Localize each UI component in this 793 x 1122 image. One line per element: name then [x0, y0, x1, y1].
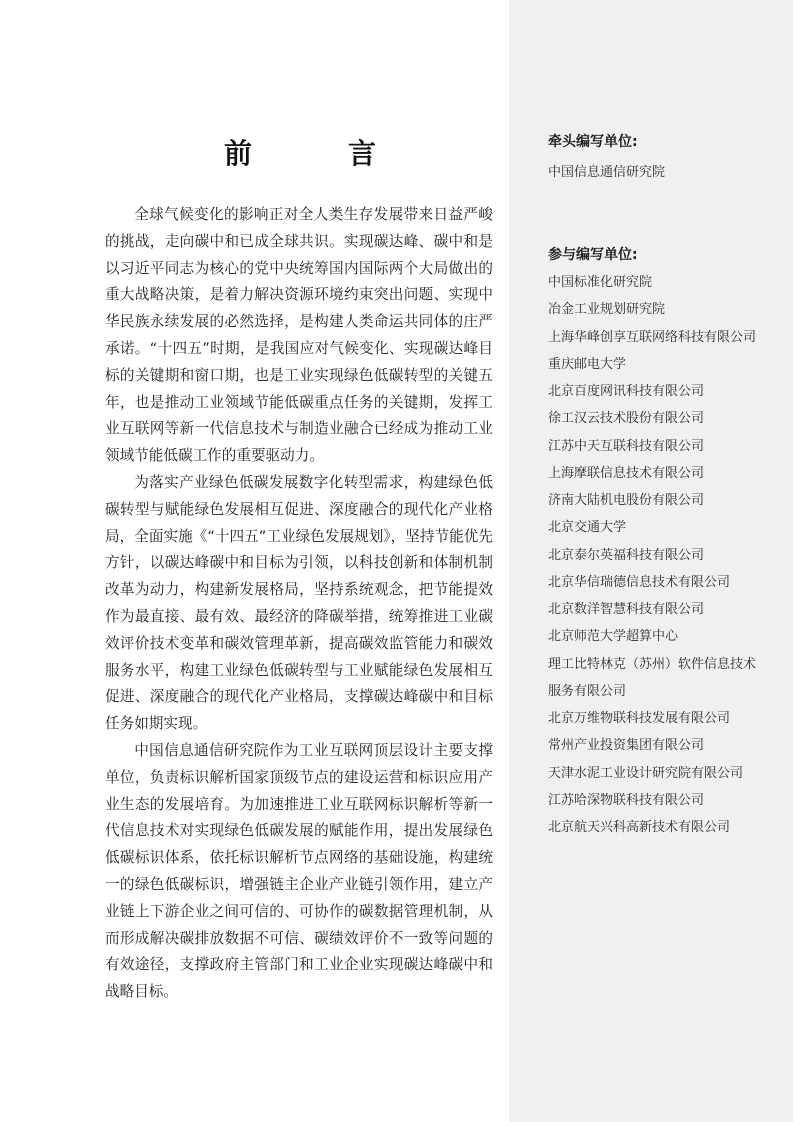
participant-unit-item: 冶金工业规划研究院 [548, 302, 666, 318]
participant-unit-item: 服务有限公司 [548, 683, 627, 699]
participant-unit-item: 北京百度网讯科技有限公司 [548, 384, 705, 399]
preface-paragraph-2: 为落实产业绿色低碳发展数字化转型需求，构建绿色低碳转型与赋能绿色发展相互促进、深度融合的现代化产业格局，全面实施《“十四五”工业绿色发展规划》，坚持节能优先方针，以碳达峰碳中和目标为引领，以科技创新和体制机制改革为动力，构建新发展格局，坚持系统观念，把节能提效作为最直接、最有效、最经济的降碳举措，统筹推进工业碳效评价技术变革和碳效管理革新，提高碳效监管能力和碳效服务水平，构建工业绿色低碳转型与工业赋能绿色发展相互促进、深度融合的现代化产业格局，支撑碳达峰碳中和目标任务如期实现。 [105, 473, 493, 733]
lead-unit-name: 中国信息通信研究院 [548, 165, 666, 180]
participant-unit-item: 理工比特林克（苏州）软件信息技术 [548, 656, 757, 672]
participant-unit-item: 天津水泥工业设计研究院有限公司 [548, 765, 744, 781]
participant-unit-item: 北京师范大学超算中心 [548, 629, 679, 645]
page-title: 前 言 [224, 137, 411, 170]
participant-unit-item: 上海摩联信息技术有限公司 [548, 465, 705, 481]
participant-unit-item: 上海华峰创享互联网络科技有限公司 [548, 329, 757, 345]
preface-body [105, 202, 493, 1006]
participant-unit-item: 中国标准化研究院 [548, 275, 653, 290]
lead-unit-heading: 牵头编写单位: [548, 134, 638, 150]
preface-paragraph-1: 全球气候变化的影响正对全人类生存发展带来日益严峻的挑战，走向碳中和已成全球共识。实现碳达峰、碳中和是以习近平同志为核心的党中央统筹国内国际两个大局做出的重大战略决策，是着力解决资源环境约束突出问题、实现中华民族永续发展的必然选择，是构建人类命运共同体的庄严承诺。“十四五”时期，是我国应对气候变化、实现碳达峰目标的关键期和窗口期，也是工业实现绿色低碳转型的关键五年，也是推动工业领域节能低碳重点任务的关键期，发挥工业互联网等新一代信息技术与制造业融合已经成为推动工业领域节能低碳工作的重要驱动力。 [105, 206, 493, 465]
participant-unit-item: 北京航天兴科高新技术有限公司 [548, 820, 731, 835]
preface-paragraph-3: 中国信息通信研究院作为工业互联网顶层设计主要支撑单位，负责标识解析国家顶级节点的建设运营和标识应用产业生态的发展培育。为加速推进工业互联网标识解析等新一代信息技术对实现绿色低碳发展的赋能作用，提出发展绿色低碳标识体系，依托标识解析节点网络的基础设施，构建统一的绿色低碳标识，增强链主企业产业链引领作用，建立产业链上下游企业之间可信的、可协作的碳数据管理机制，从而形成解决碳排放数据不可信、碳绩效评价不一致等问题的有效途径，支撑政府主管部门和工业企业实现碳达峰碳中和战略目标。 [105, 741, 493, 1001]
participant-units-heading: 参与编写单位: [548, 247, 638, 263]
participant-unit-item: 北京万维物联科技发展有限公司 [548, 711, 731, 726]
participant-unit-item: 济南大陆机电股份有限公司 [548, 493, 705, 508]
participant-unit-item: 重庆邮电大学 [548, 356, 627, 372]
participant-unit-item: 北京华信瑞德信息技术有限公司 [548, 574, 731, 590]
participant-unit-item: 徐工汉云技术股份有限公司 [548, 411, 705, 427]
participant-unit-item: 北京泰尔英福科技有限公司 [548, 547, 705, 563]
participant-unit-item: 北京数洋智慧科技有限公司 [548, 602, 705, 617]
participant-unit-item: 常州产业投资集团有限公司 [548, 738, 705, 754]
participant-units-list [548, 269, 778, 841]
participant-unit-item: 江苏哈深物联科技有限公司 [548, 792, 705, 808]
participant-unit-item: 江苏中天互联科技有限公司 [548, 438, 705, 454]
participant-unit-item: 北京交通大学 [548, 520, 627, 536]
